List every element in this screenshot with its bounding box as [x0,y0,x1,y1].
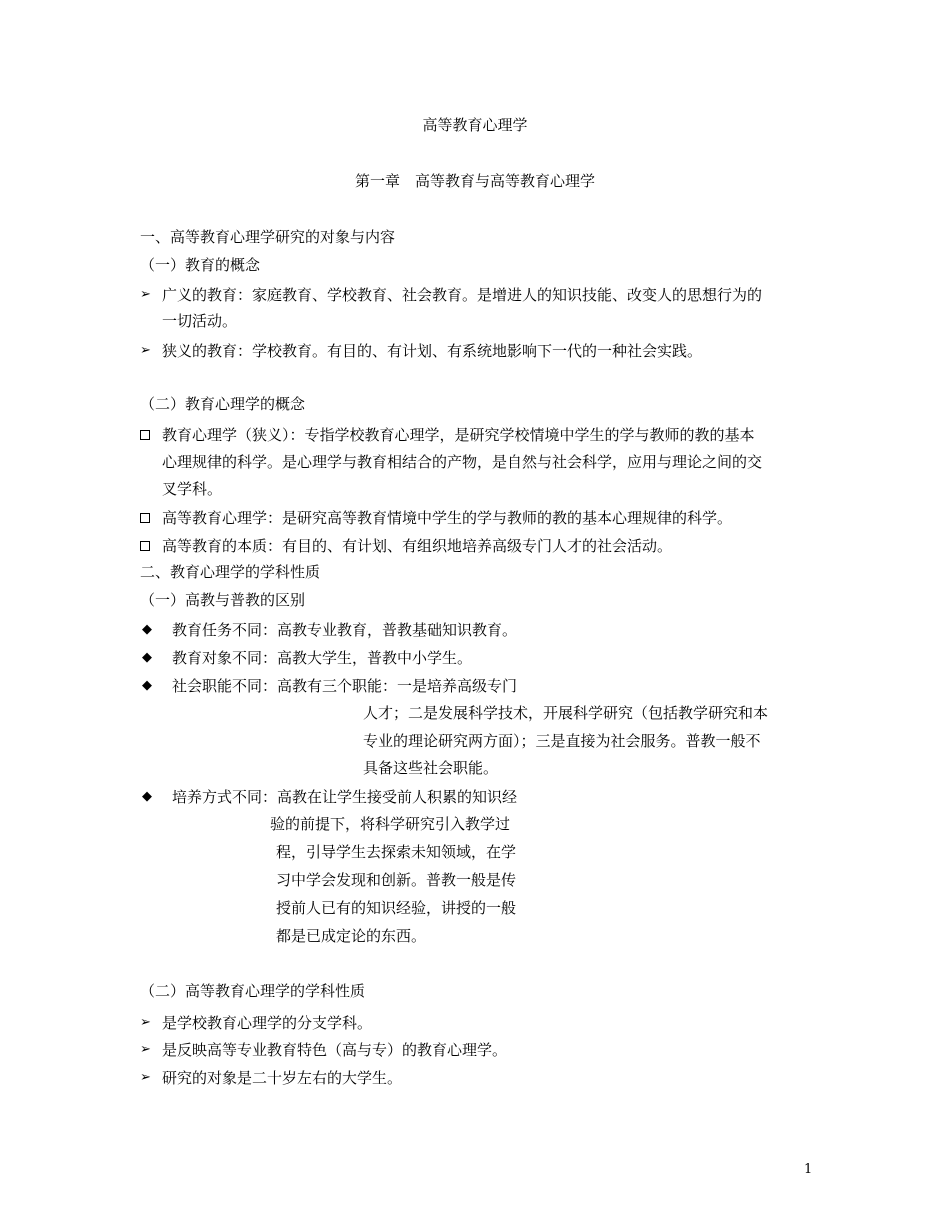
list-item-text: 是学校教育心理学的分支学科。 [162,1014,373,1032]
arrow-bullet-icon: ➢ [140,1042,151,1057]
list-item-text: 验的前提下，将科学研究引入教学过 [270,815,511,833]
document-title: 高等教育心理学 [422,116,528,134]
list-item-text: 教育对象不同：高教大学生，普教中小学生。 [172,649,473,667]
arrow-bullet-icon: ➢ [140,343,151,358]
section-2-heading: 二、教育心理学的学科性质 [140,563,321,581]
subsection-2-2-heading: （二）高等教育心理学的学科性质 [140,982,366,1000]
diamond-bullet-icon: ◆ [142,650,152,665]
page-number: 1 [804,1162,813,1177]
subsection-1-1-heading: （一）教育的概念 [140,256,261,274]
arrow-bullet-icon: ➢ [140,1070,151,1085]
list-item-text: 狭义的教育：学校教育。有目的、有计划、有系统地影响下一代的一种社会实践。 [162,342,703,360]
subsection-2-1-heading: （一）高教与普教的区别 [140,591,306,609]
list-item-text: 社会职能不同：高教有三个职能：一是培养高级专门 [172,677,518,695]
arrow-bullet-icon: ➢ [140,1015,151,1030]
list-item-text: 人才；二是发展科学技术，开展科学研究（包括教学研究和本 [363,704,769,722]
list-item-text: 都是已成定论的东西。 [276,927,427,945]
subsection-1-2-heading: （二）教育心理学的概念 [140,395,306,413]
list-item-text: 一切活动。 [162,312,238,330]
list-item-text: 习中学会发现和创新。普教一般是传 [276,871,517,889]
chapter-title: 第一章 高等教育与高等教育心理学 [354,172,595,190]
list-item-text: 高等教育心理学：是研究高等教育情境中学生的学与教师的教的基本心理规律的科学。 [162,509,733,527]
list-item-text: 高等教育的本质：有目的、有计划、有组织地培养高级专门人才的社会活动。 [162,537,673,555]
list-item-text: 心理规律的科学。是心理学与教育相结合的产物，是自然与社会科学，应用与理论之间的交 [162,453,763,471]
diamond-bullet-icon: ◆ [142,622,152,637]
list-item-text: 叉学科。 [162,480,223,498]
checkbox-bullet-icon [140,425,150,445]
list-item-text: 研究的对象是二十岁左右的大学生。 [162,1069,403,1087]
arrow-bullet-icon: ➢ [140,287,151,302]
list-item-text: 专业的理论研究两方面）；三是直接为社会服务。普教一般不 [363,732,761,750]
list-item-text: 授前人已有的知识经验，讲授的一般 [276,899,517,917]
list-item-text: 程，引导学生去探索未知领域，在学 [276,843,517,861]
list-item-text: 是反映高等专业教育特色（高与专）的教育心理学。 [162,1041,508,1059]
checkbox-bullet-icon [140,508,150,528]
list-item-text: 培养方式不同：高教在让学生接受前人积累的知识经 [172,788,518,806]
checkbox-bullet-icon [140,536,150,556]
list-item-text: 教育任务不同：高教专业教育，普教基础知识教育。 [172,621,518,639]
list-item-text: 具备这些社会职能。 [363,759,499,777]
diamond-bullet-icon: ◆ [142,789,152,804]
list-item-text: 教育心理学（狭义）：专指学校教育心理学，是研究学校情境中学生的学与教师的教的基本 [162,426,755,444]
list-item-text: 广义的教育：家庭教育、学校教育、社会教育。是增进人的知识技能、改变人的思想行为的 [162,286,763,304]
diamond-bullet-icon: ◆ [142,678,152,693]
section-1-heading: 一、高等教育心理学研究的对象与内容 [140,228,396,246]
